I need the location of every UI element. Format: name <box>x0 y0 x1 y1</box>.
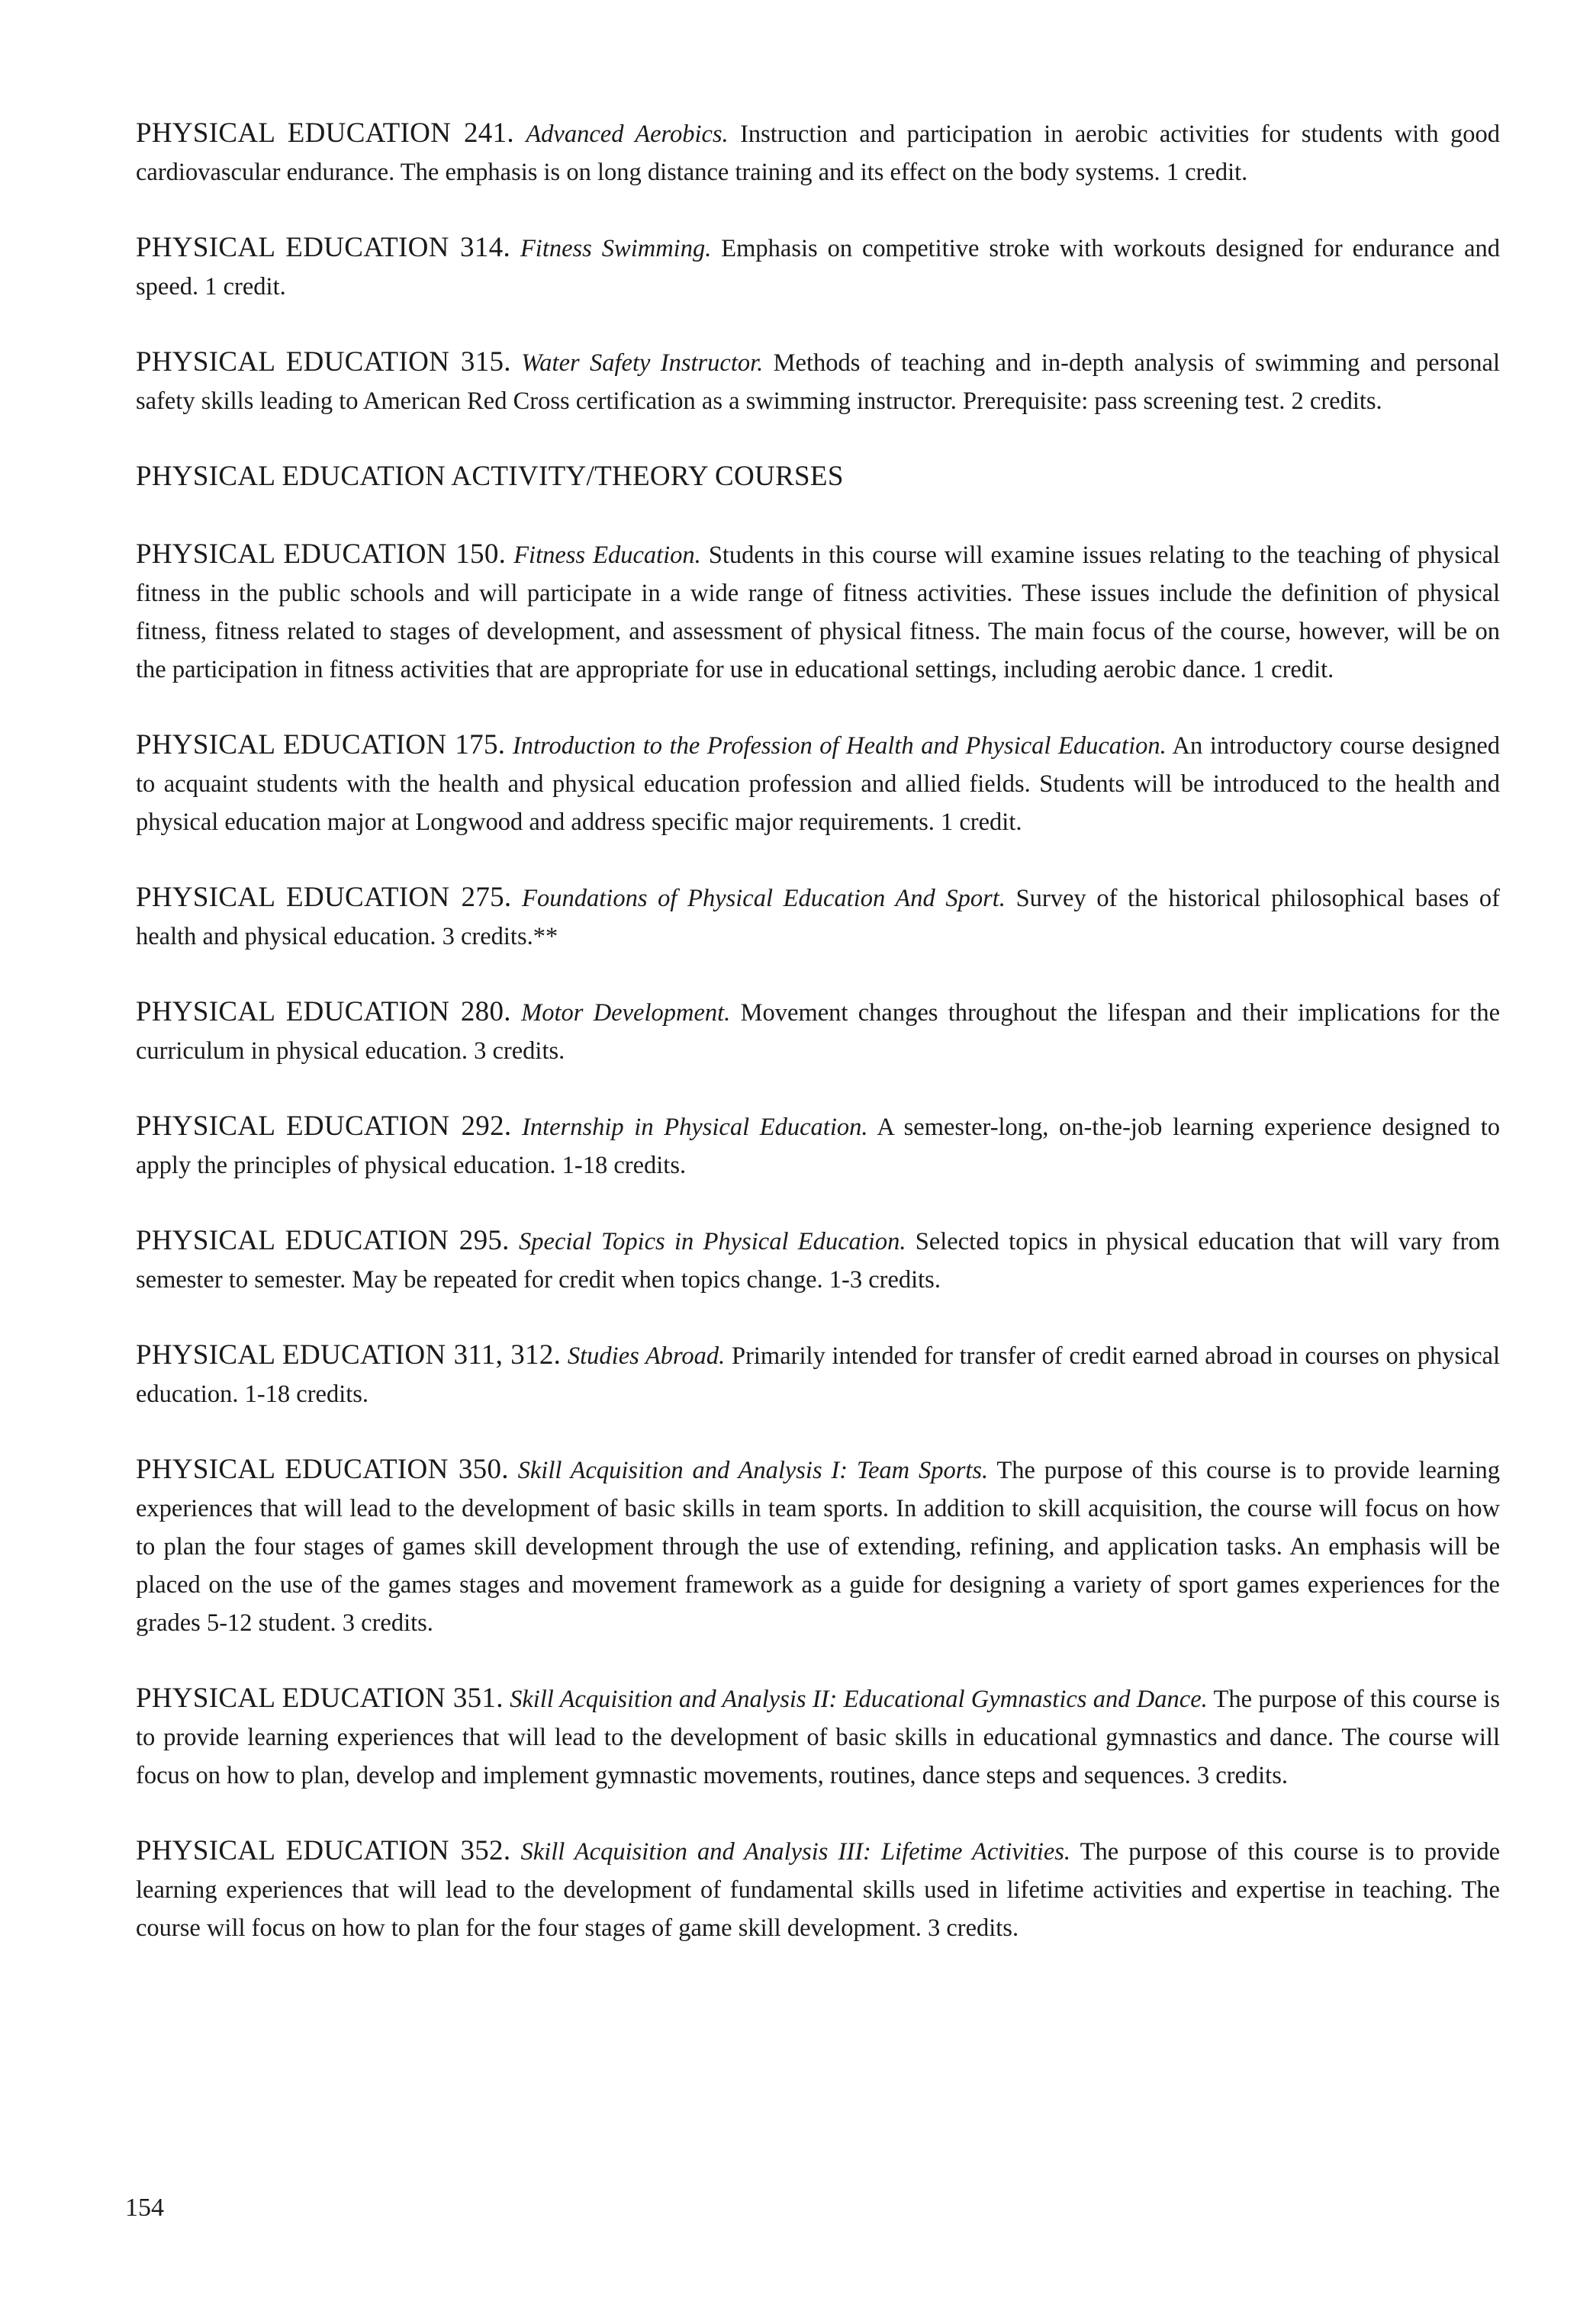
course-code: PHYSICAL EDUCATION 280. <box>136 996 511 1027</box>
course-title: Internship in Physical Education. <box>522 1114 868 1141</box>
course-description: Methods of teaching and in-depth analysis of swimming and personal safety skills leading to American Red Cross certification as a swimming instructor. Prerequisite: pass screening test. 2 credits. <box>136 349 1501 415</box>
course-entry-pe-280 <box>136 993 1500 1070</box>
course-code: PHYSICAL EDUCATION 315. <box>136 346 511 378</box>
course-code: PHYSICAL EDUCATION 295. <box>136 1225 510 1256</box>
course-entry-pe-295 <box>136 1222 1500 1299</box>
course-title: Motor Development. <box>521 999 731 1027</box>
course-title: Fitness Swimming. <box>520 235 712 262</box>
course-title: Skill Acquisition and Analysis III: Lifetime Activities. <box>520 1838 1071 1866</box>
course-title: Water Safety Instructor. <box>521 349 764 377</box>
course-title: Advanced Aerobics. <box>526 121 729 148</box>
course-entry-pe-315 <box>136 343 1500 420</box>
course-entry-pe-311-312 <box>136 1336 1500 1413</box>
course-title: Skill Acquisition and Analysis I: Team Sports. <box>517 1457 989 1484</box>
course-title: Studies Abroad. <box>567 1342 726 1370</box>
course-description: The purpose of this course is to provide learning experiences that will lead to the development of basic skills in educational gymnastics and dance. The course will focus on how to plan, develop and implement gymnastic movements, routines, dance steps and sequences. 3 credits. <box>136 1686 1500 1789</box>
course-description: Survey of the historical philosophical bases of health and physical education. 3 credits.** <box>136 885 1501 950</box>
course-code: PHYSICAL EDUCATION 314. <box>136 232 511 263</box>
course-entry-pe-351 <box>136 1680 1500 1795</box>
course-entry-pe-350 <box>136 1451 1500 1642</box>
course-description: A semester-long, on-the-job learning experience designed to apply the principles of physical education. 1-18 credits. <box>136 1114 1500 1179</box>
course-description: Students in this course will examine issues relating to the teaching of physical fitness in the public schools and will participate in a wide range of fitness activities. These issues include the definition of physical fitness, fitness related to stages of development, and assessment of physical fitness. The main focus of the course, however, will be on the participation in fitness activities that are appropriate for use in educational settings, including aerobic dance. 1 credit. <box>136 542 1501 683</box>
course-code: PHYSICAL EDUCATION 175. <box>136 729 506 760</box>
course-entry-pe-241 <box>136 114 1500 191</box>
course-description: The purpose of this course is to provide learning experiences that will lead to the development of basic skills in team sports. In addition to skill acquisition, the course will focus on how to plan the four stages of games skill development through the use of extending, refining, and application tasks. An emphasis will be placed on the use of the games stages and movement framework as a guide for designing a variety of sport games experiences for the grades 5-12 student. 3 credits. <box>136 1457 1500 1637</box>
course-title: Foundations of Physical Education And Sport. <box>522 885 1006 912</box>
course-description: Emphasis on competitive stroke with workouts designed for endurance and speed. 1 credit. <box>136 235 1501 301</box>
course-entry-pe-292 <box>136 1107 1500 1185</box>
page-number: 154 <box>125 2194 164 2222</box>
course-entry-pe-150 <box>136 535 1500 689</box>
course-description: Movement changes throughout the lifespan and their implications for the curriculum in physical education. 3 credits. <box>136 999 1501 1065</box>
course-code: PHYSICAL EDUCATION 350. <box>136 1454 509 1485</box>
course-title: Special Topics in Physical Education. <box>519 1228 906 1255</box>
course-description: Selected topics in physical education that will vary from semester to semester. May be repeated for credit when topics change. 1-3 credits. <box>136 1228 1500 1294</box>
course-code: PHYSICAL EDUCATION 292. <box>136 1111 512 1142</box>
catalog-page <box>136 114 1500 1985</box>
course-code: PHYSICAL EDUCATION 352. <box>136 1835 511 1866</box>
course-title: Fitness Education. <box>513 542 701 569</box>
course-title: Skill Acquisition and Analysis II: Educational Gymnastics and Dance. <box>510 1686 1208 1713</box>
course-code: PHYSICAL EDUCATION 275. <box>136 882 512 913</box>
course-title: Introduction to the Profession of Health and Physical Education. <box>512 732 1167 760</box>
course-code: PHYSICAL EDUCATION 351. <box>136 1683 504 1714</box>
course-code: PHYSICAL EDUCATION 311, 312. <box>136 1339 562 1371</box>
course-code: PHYSICAL EDUCATION 241. <box>136 117 514 149</box>
course-description: The purpose of this course is to provide learning experiences that will lead to the development of fundamental skills used in lifetime activities and expertise in teaching. The course will focus on how to plan for the four stages of game skill development. 3 credits. <box>136 1838 1500 1942</box>
course-entry-pe-175 <box>136 726 1500 841</box>
course-description: Primarily intended for transfer of credit earned abroad in courses on physical education. 1-18 credits. <box>136 1342 1500 1408</box>
course-description: Instruction and participation in aerobic activities for students with good cardiovascular endurance. The emphasis is on long distance training and its effect on the body systems. 1 credit. <box>136 121 1500 186</box>
course-entry-pe-314 <box>136 229 1500 306</box>
course-entry-pe-352 <box>136 1832 1500 1947</box>
course-code: PHYSICAL EDUCATION 150. <box>136 538 507 570</box>
course-entry-pe-275 <box>136 879 1500 956</box>
course-description: An introductory course designed to acquaint students with the health and physical education profession and allied fields. Students will be introduced to the health and physical education major at Longwood and address specific major requirements. 1 credit. <box>136 732 1500 836</box>
section-heading: PHYSICAL EDUCATION ACTIVITY/THEORY COURSES <box>136 461 844 492</box>
